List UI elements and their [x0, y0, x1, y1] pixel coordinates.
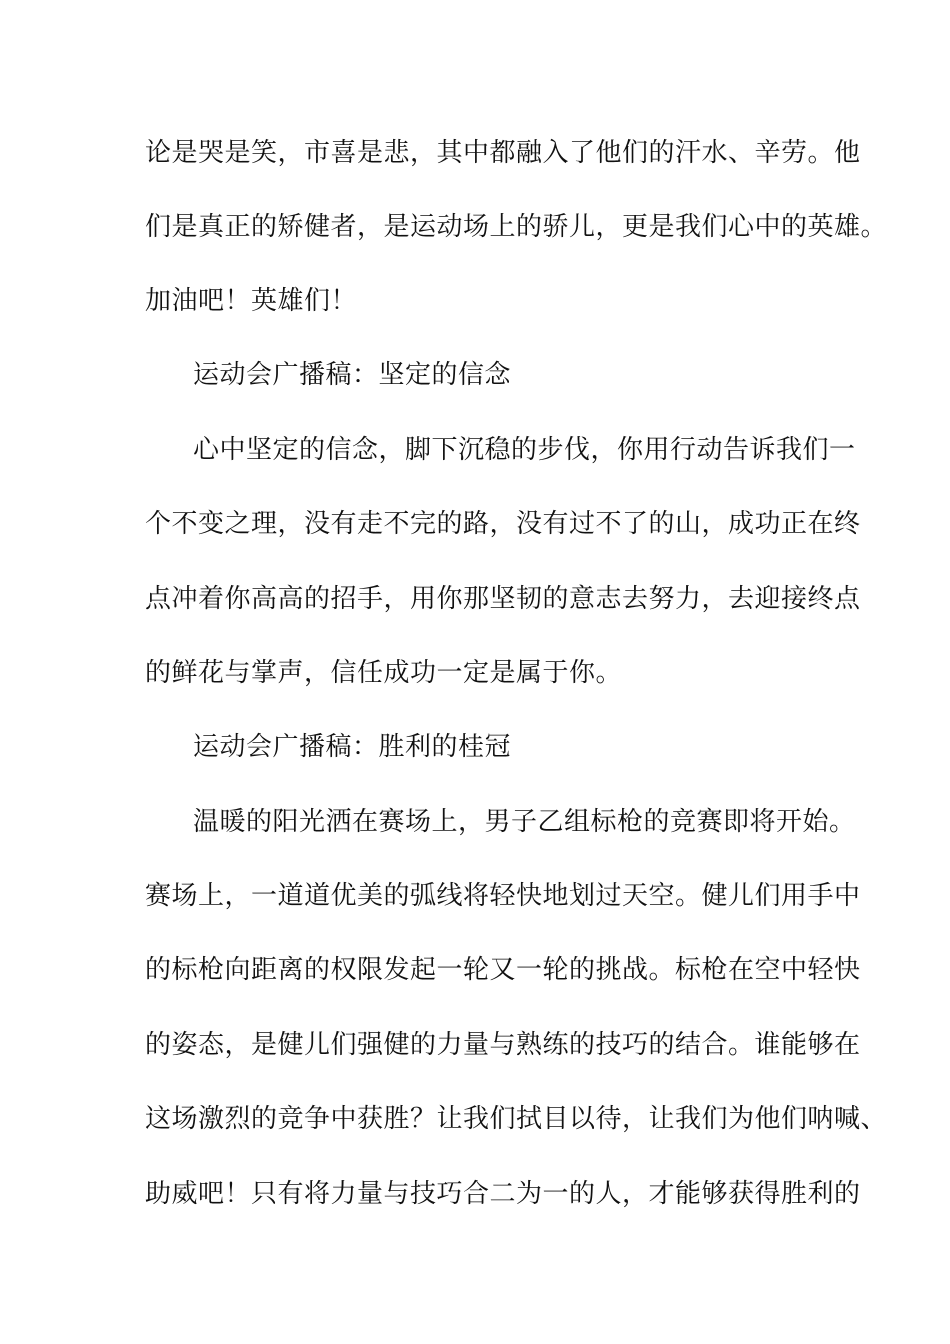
paragraph-line: 这场激烈的竞争中获胜？让我们拭目以待，让我们为他们呐喊、	[145, 1104, 888, 1134]
paragraph-line: 加油吧！英雄们！	[145, 286, 358, 316]
paragraph-line: 的标枪向距离的权限发起一轮又一轮的挑战。标枪在空中轻快	[145, 955, 861, 985]
paragraph-line: 点冲着你高高的招手，用你那坚韧的意志去努力，去迎接终点	[145, 584, 861, 614]
paragraph-line: 温暖的阳光洒在赛场上，男子乙组标枪的竞赛即将开始。	[193, 807, 856, 837]
section-heading: 运动会广播稿：胜利的桂冠	[193, 732, 512, 762]
section-heading: 运动会广播稿：坚定的信念	[193, 360, 512, 390]
paragraph-line: 论是哭是笑，市喜是悲，其中都融入了他们的汗水、辛劳。他	[145, 138, 861, 168]
paragraph-line: 个不变之理，没有走不完的路，没有过不了的山，成功正在终	[145, 509, 861, 539]
paragraph-line: 们是真正的矫健者，是运动场上的骄儿，更是我们心中的英雄。	[145, 212, 888, 242]
paragraph-line: 心中坚定的信念，脚下沉稳的步伐，你用行动告诉我们一	[193, 435, 856, 465]
paragraph-line: 的鲜花与掌声，信任成功一定是属于你。	[145, 658, 623, 688]
paragraph-line: 的姿态，是健儿们强健的力量与熟练的技巧的结合。谁能够在	[145, 1030, 861, 1060]
paragraph-line: 助威吧！只有将力量与技巧合二为一的人，才能够获得胜利的	[145, 1179, 861, 1209]
paragraph-line: 赛场上，一道道优美的弧线将轻快地划过天空。健儿们用手中	[145, 881, 861, 911]
